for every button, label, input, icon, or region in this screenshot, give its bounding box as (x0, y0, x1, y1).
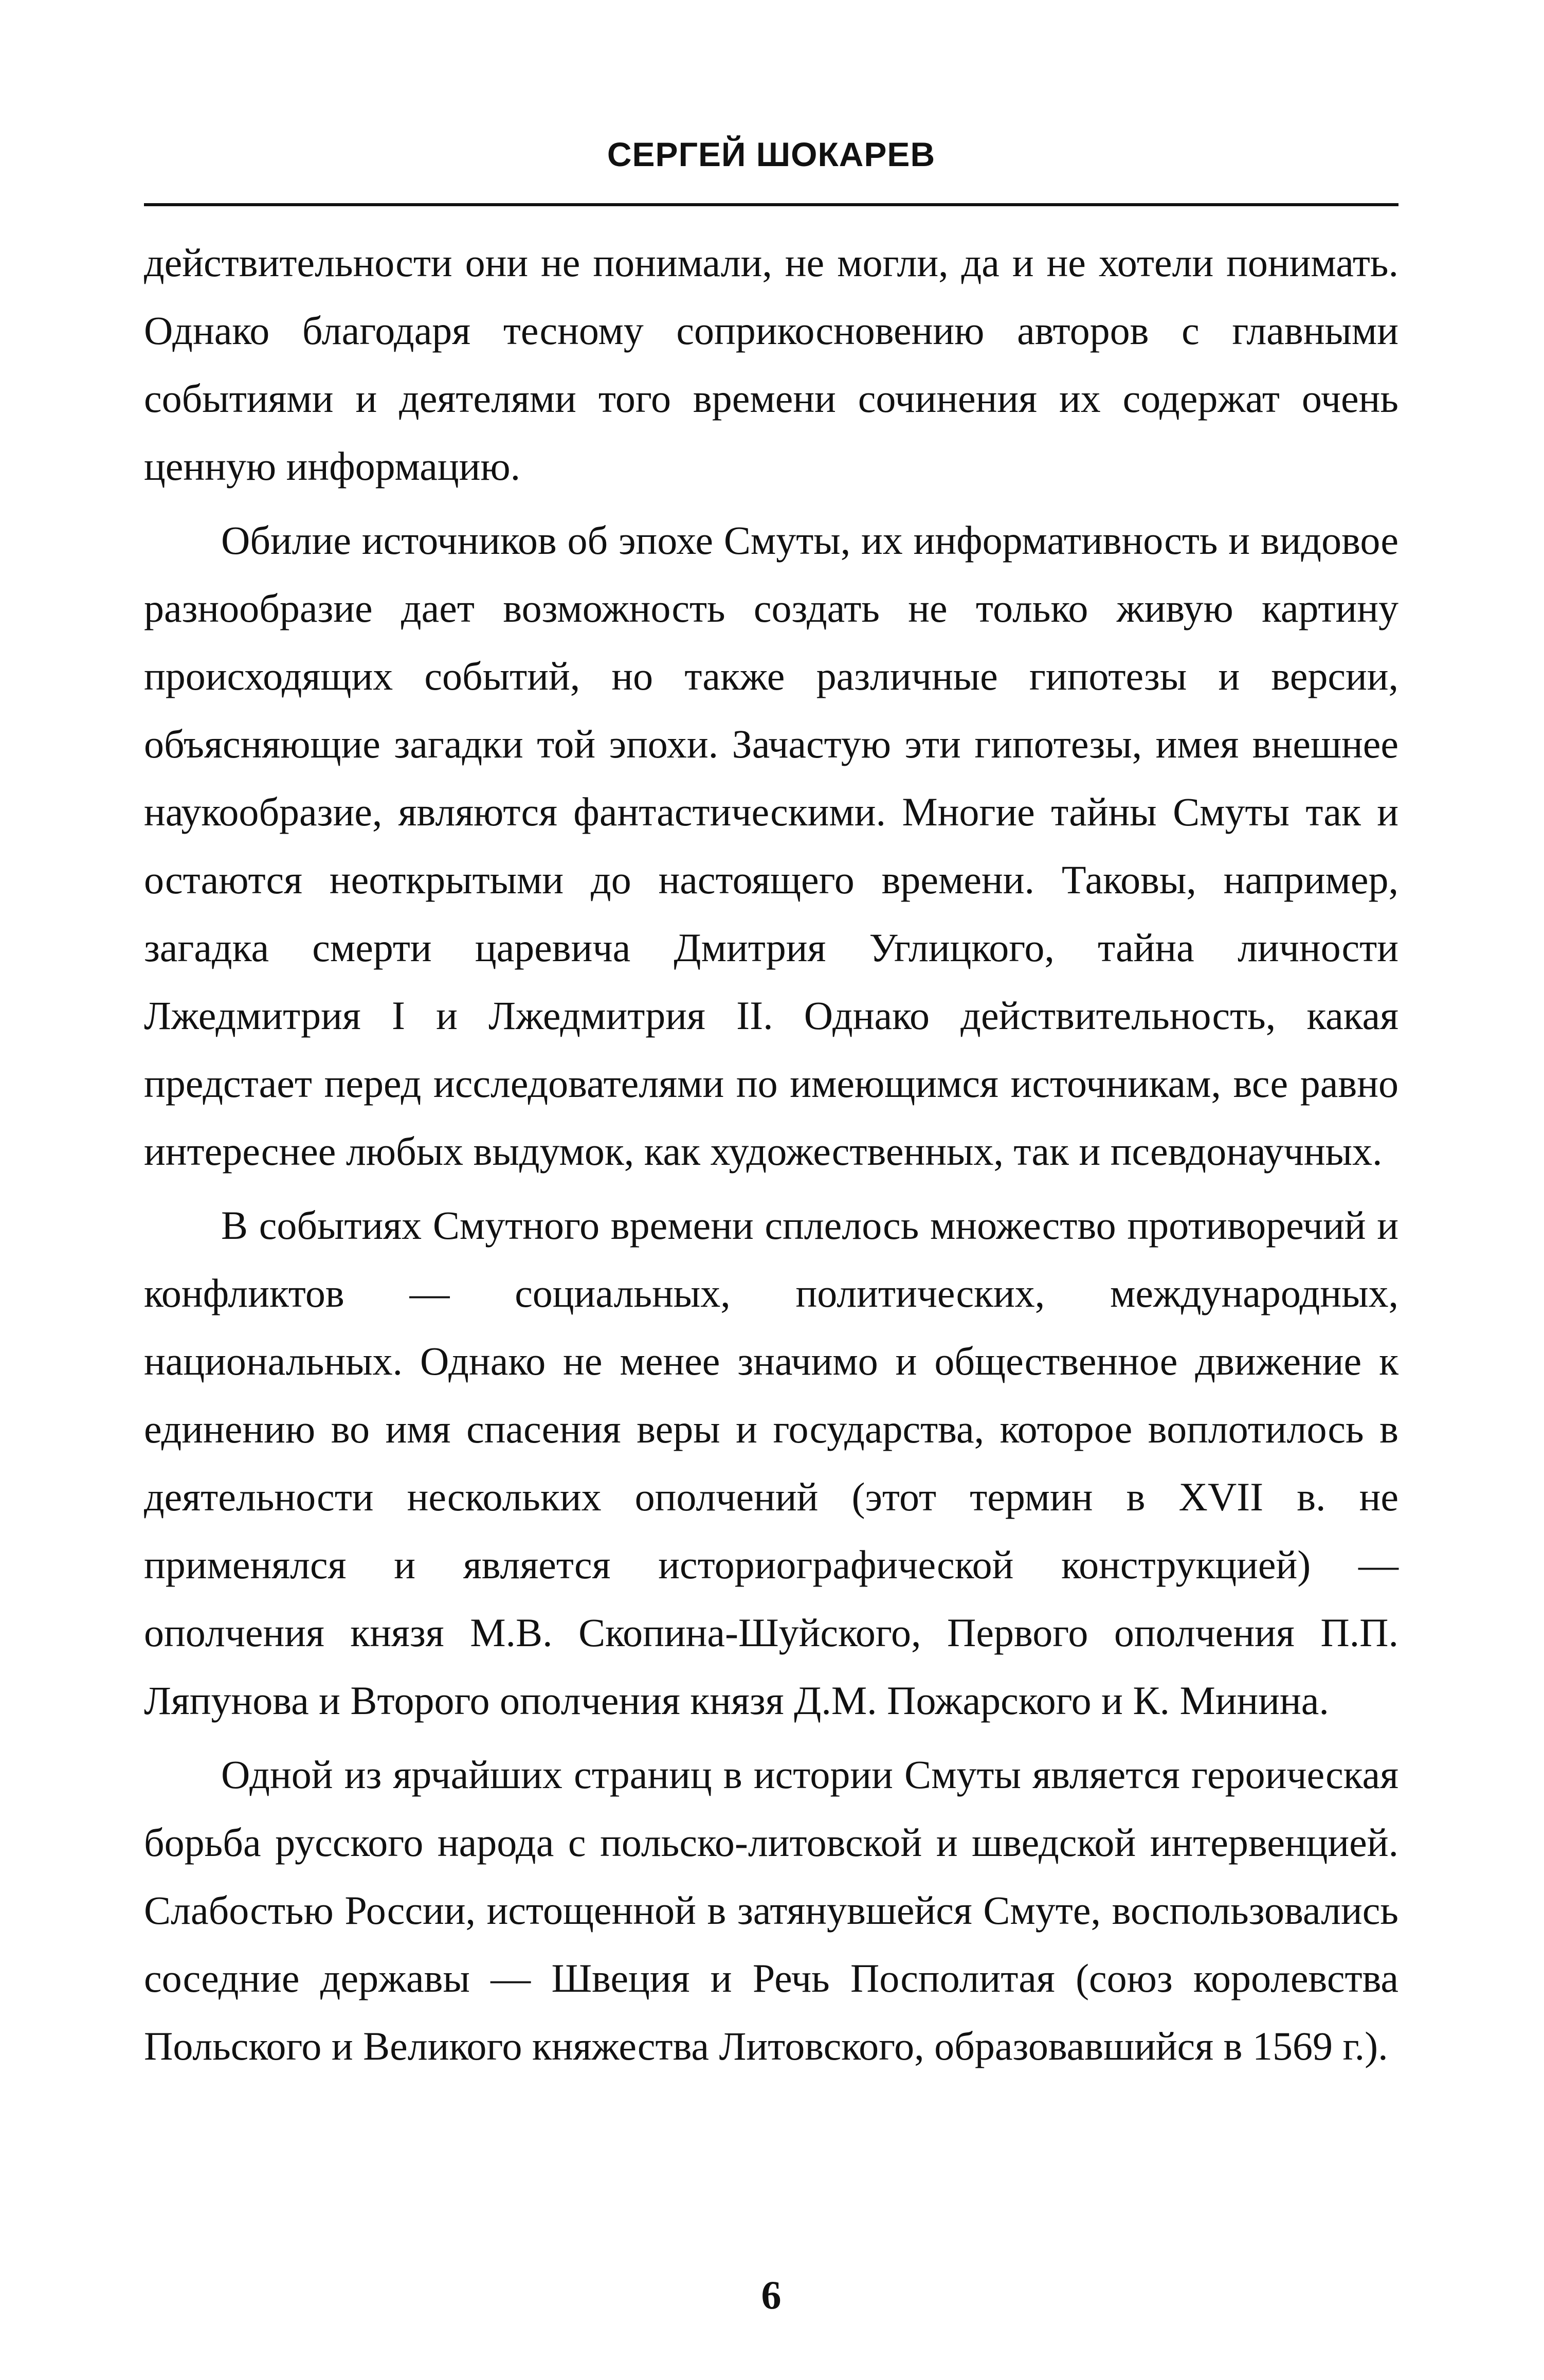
paragraph: Обилие источников об эпохе Смуты, их информативность и видовое разнообразие дает возможность создать не только живую картину происходящих событий, но также различные гипотезы и версии, объясняющие загадки той эпохи. Зачастую эти гипотезы, имея внешнее наукообразие, являются фантастическими. Многие тайны Смуты так и остаются неоткрытыми до настоящего времени. Таковы, например, загадка смерти царевича Дмитрия Углицкого, тайна личности Лжедмитрия I и Лжедмитрия II. Однако действительность, какая предстает перед исследователями по имеющимся источникам, все равно интереснее любых выдумок, как художественных, так и псевдонаучных. (144, 518, 1398, 1174)
header-rule (144, 203, 1398, 206)
paragraph-continued: действительности они не понимали, не могли, да и не хотели понимать. Однако благодаря тесному соприкосновению авторов с главными событиями и деятелями того времени сочинения их содержат очень ценную информацию. (144, 240, 1398, 489)
body-text (144, 229, 1398, 2080)
paragraph: В событиях Смутного времени сплелось множество противоречий и конфликтов — социальных, политических, международных, национальных. Однако не менее значимо и общественное движение к единению во имя спасения веры и государства, которое воплотилось в деятельности нескольких ополчений (этот термин в XVII в. не применялся и является историографической конструкцией) — ополчения князя М.В. Скопина-Шуйского, Первого ополчения П.П. Ляпунова и Второго ополчения князя Д.М. Пожарского и К. Минина. (144, 1203, 1398, 1723)
running-head: СЕРГЕЙ ШОКАРЕВ (607, 135, 936, 173)
paragraph: Одной из ярчайших страниц в истории Смуты является героическая борьба русского народа с польско-литовской и шведской интервенцией. Слабостью России, истощенной в затянувшейся Смуте, воспользовались соседние державы — Швеция и Речь Посполитая (союз королевства Польского и Великого княжества Литовского, образовавшийся в 1569 г.). (144, 1752, 1398, 2068)
page-number: 6 (761, 2273, 782, 2317)
